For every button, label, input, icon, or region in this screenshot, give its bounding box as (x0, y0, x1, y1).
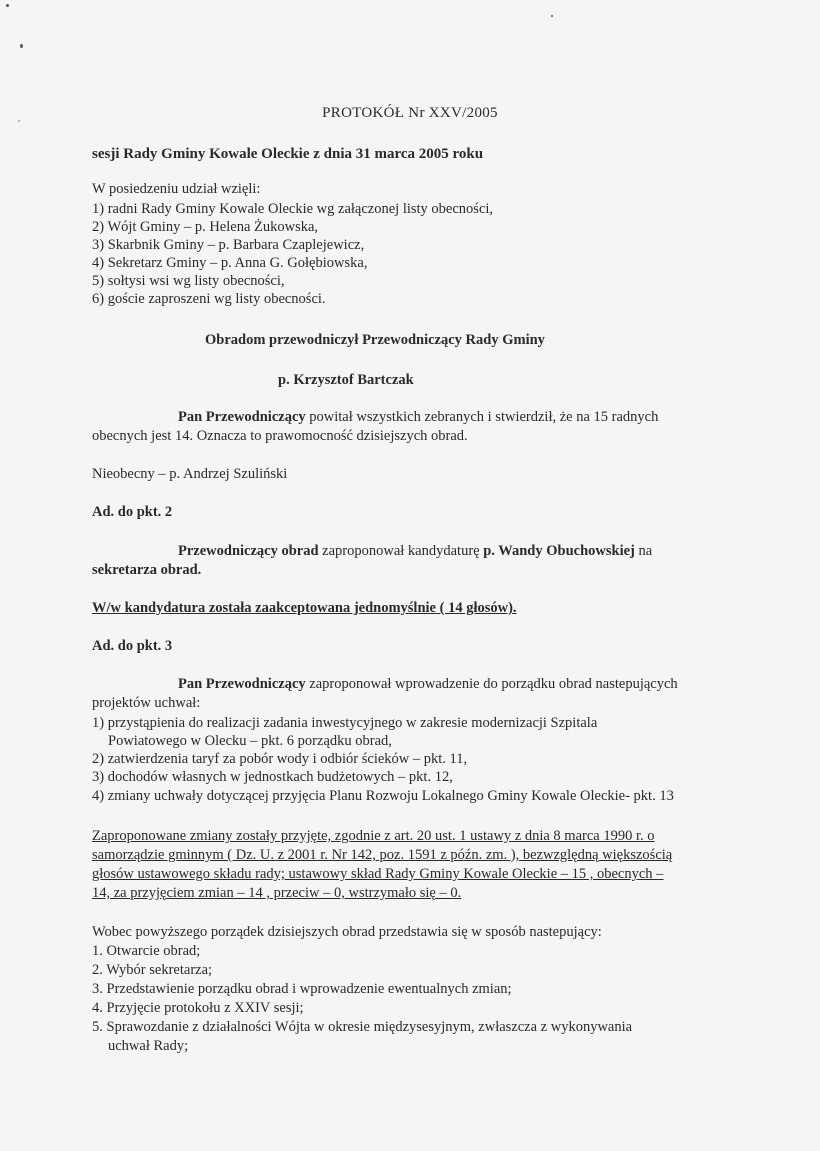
scan-speck (20, 44, 23, 48)
session-subtitle: sesji Rady Gminy Kowale Oleckie z dnia 31 marca 2005 roku (92, 146, 484, 162)
attendance-item: 1) radni Rady Gminy Kowale Oleckie wg załączonej listy obecności, (92, 201, 494, 217)
paragraph-text: zaproponował wprowadzenie do porządku obrad nastepujących (305, 676, 678, 692)
speaker-label: Przewodniczący obrad (178, 543, 319, 559)
opening-paragraph-line2: obecnych jest 14. Oznacza to prawomocność dzisiejszych obrad. (92, 428, 468, 444)
resolution-item-continuation: Powiatowego w Olecku – pkt. 6 porządku obrad, (108, 733, 392, 749)
paragraph-text: zaproponował kandydaturę (318, 543, 484, 559)
resolution-item: 2) zatwierdzenia taryf za pobór wody i odbiór ścieków – pkt. 11, (92, 751, 468, 767)
paragraph-text: powitał wszystkich zebranych i stwierdził, że na 15 radnych (305, 409, 659, 425)
absent-line: Nieobecny – p. Andrzej Szuliński (92, 466, 288, 482)
agenda-intro: Wobec powyższego porządek dzisiejszych obrad przedstawia się w sposób nastepujący: (92, 924, 602, 940)
resolution-item: 3) dochodów własnych w jednostkach budżetowych – pkt. 12, (92, 769, 453, 785)
paragraph-text: na (634, 543, 653, 559)
agenda-item: 1. Otwarcie obrad; (92, 943, 201, 959)
attendance-item: 6) goście zaproszeni wg listy obecności. (92, 291, 326, 307)
attendance-item: 3) Skarbnik Gminy – p. Barbara Czaplejewicz, (92, 237, 365, 253)
agenda-item: 4. Przyjęcie protokołu z XXIV sesji; (92, 1000, 304, 1016)
scan-speck (551, 15, 553, 17)
ad3-heading: Ad. do pkt. 3 (92, 638, 173, 654)
opening-paragraph-line1 (178, 408, 658, 426)
scan-speck (6, 4, 9, 7)
vote-paragraph-line: głosów ustawowego składu rady; ustawowy skład Rady Gminy Kowale Oleckie – 15 , obecnych – (92, 866, 664, 882)
resolution-item: 1) przystąpienia do realizacji zadania inwestycyjnego w zakresie modernizacji Szpitala (92, 715, 598, 731)
protocol-title: PROTOKÓŁ Nr XXV/2005 (322, 105, 498, 121)
vote-paragraph-line: 14, za przyjęciem zmian – 14 , przeciw – 0, wstrzymało się – 0. (92, 885, 462, 901)
vote-paragraph-line: Zaproponowane zmiany zostały przyjęte, zgodnie z art. 20 ust. 1 ustawy z dnia 8 marca 1990 r. o (92, 828, 655, 844)
agenda-item-continuation: uchwał Rady; (108, 1038, 189, 1054)
attendance-item: 2) Wójt Gminy – p. Helena Żukowska, (92, 219, 319, 235)
ad2-heading: Ad. do pkt. 2 (92, 504, 173, 520)
resolution-item: 4) zmiany uchwały dotyczącej przyjęcia Planu Rozwoju Lokalnego Gminy Kowale Oleckie- pkt. 13 (92, 788, 674, 804)
candidate-name: p. Wandy Obuchowskiej (483, 543, 635, 559)
ad3-paragraph-line2: projektów uchwał: (92, 695, 201, 711)
speaker-label: Pan Przewodniczący (178, 676, 306, 692)
chair-name: p. Krzysztof Bartczak (278, 372, 414, 388)
attendance-item: 4) Sekretarz Gminy – p. Anna G. Gołębiowska, (92, 255, 368, 271)
chair-line: Obradom przewodniczył Przewodniczący Rady Gminy (205, 332, 545, 348)
vote-paragraph-line: samorządzie gminnym ( Dz. U. z 2001 r. Nr 142, poz. 1591 z późn. zm. ), bezwzględną większością (92, 847, 673, 863)
ad3-paragraph-line1 (178, 675, 678, 693)
agenda-item: 2. Wybór sekretarza; (92, 962, 213, 978)
attendance-item: 5) sołtysi wsi wg listy obecności, (92, 273, 285, 289)
speaker-label: Pan Przewodniczący (178, 409, 306, 425)
ad2-paragraph-line1 (178, 542, 652, 560)
ad2-vote-result: W/w kandydatura została zaakceptowana jednomyślnie ( 14 głosów). (92, 600, 517, 616)
agenda-item: 3. Przedstawienie porządku obrad i wprowadzenie ewentualnych zmian; (92, 981, 512, 997)
attendance-intro: W posiedzeniu udział wzięli: (92, 181, 261, 197)
ad2-paragraph-line2: sekretarza obrad. (92, 562, 202, 578)
agenda-item: 5. Sprawozdanie z działalności Wójta w okresie międzysesyjnym, zwłaszcza z wykonywania (92, 1019, 633, 1035)
